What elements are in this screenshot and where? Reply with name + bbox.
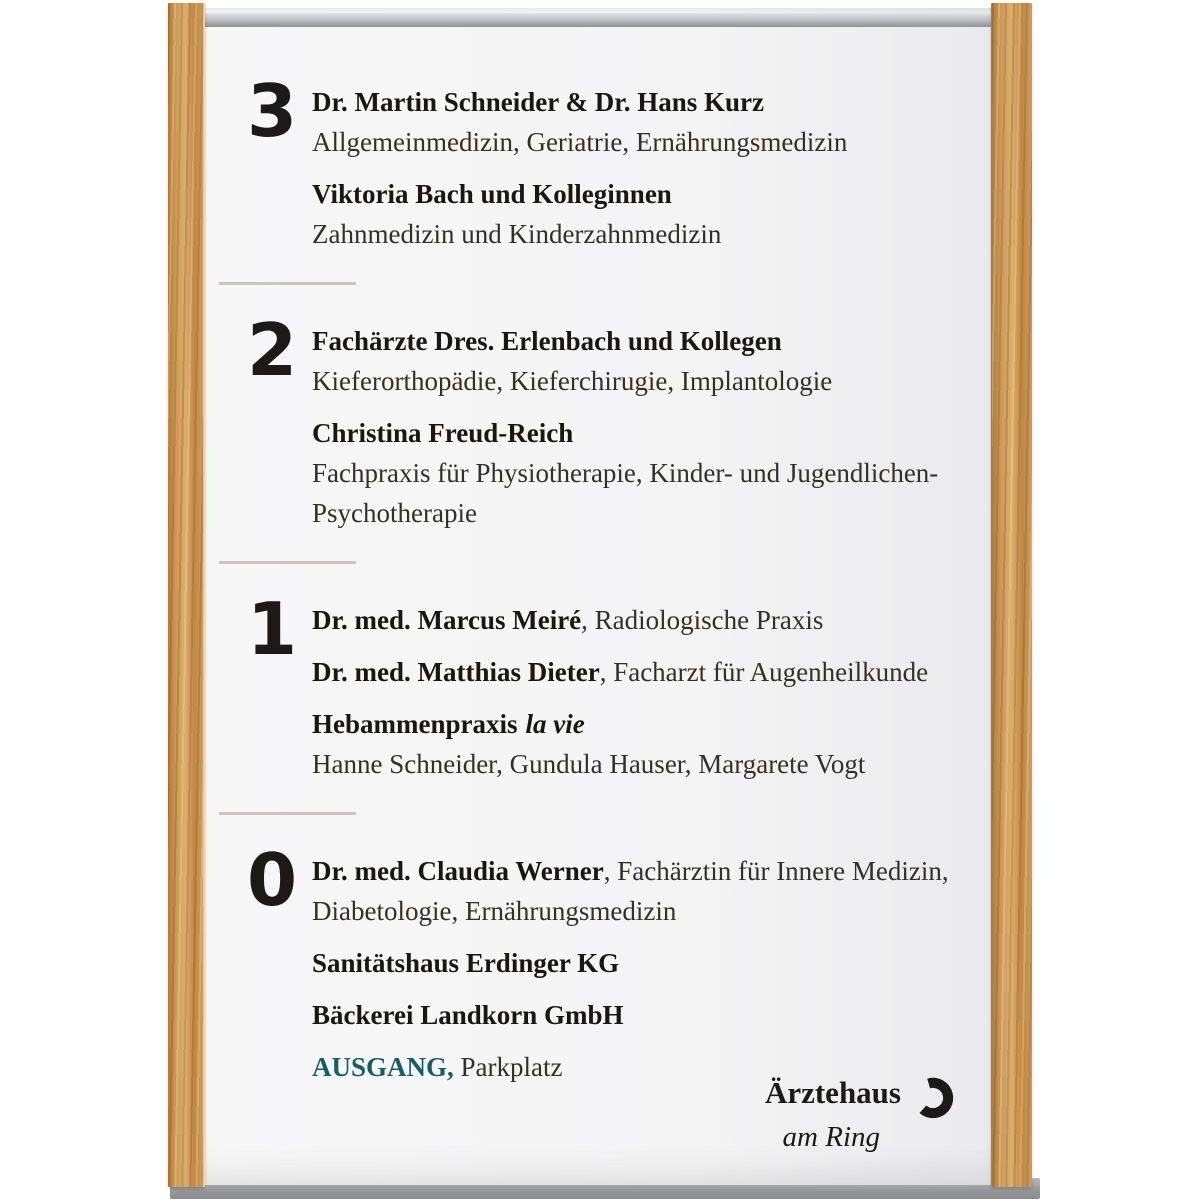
directory-entry [312, 851, 972, 931]
brand-logo [655, 1076, 955, 1152]
entry-desc: Kieferorthopädie, Kieferchirugie, Implantologie [312, 366, 833, 396]
entry-desc: , Radiologische Praxis [581, 605, 824, 635]
open-ring-arc-icon [911, 1076, 955, 1120]
floor-section-2 [205, 308, 994, 533]
entry-name: Fachärzte Dres. Erlenbach und Kollegen [312, 326, 782, 356]
entry-name: Christina Freud-Reich [312, 418, 574, 448]
entry-name: Dr. med. Marcus Meiré [312, 605, 582, 635]
entry-name: Dr. med. Claudia Werner [312, 856, 604, 886]
sign-panel [203, 8, 994, 1185]
directory-entry [312, 174, 847, 254]
entry-name-italic: la vie [525, 709, 585, 739]
directory-entry [312, 321, 972, 401]
entry-name: Hebammenpraxis [312, 709, 518, 739]
directory-entry [312, 652, 928, 692]
entry-desc: Zahnmedizin und Kinderzahnmedizin [312, 219, 722, 249]
floor-section-1 [205, 587, 994, 784]
top-rail [205, 13, 994, 27]
floor-number: 3 [247, 69, 295, 153]
directory-entry [312, 82, 847, 162]
directory-sign [168, 3, 1032, 1197]
floor-number: 0 [247, 838, 295, 922]
wood-frame-right [991, 3, 1032, 1187]
entry-name: Bäckerei Landkorn GmbH [312, 1000, 624, 1030]
wood-frame-left [168, 3, 205, 1187]
directory-entry [312, 600, 928, 640]
entry-desc: Hanne Schneider, Gundula Hauser, Margarete Vogt [312, 749, 866, 779]
floor-section-0 [205, 838, 994, 1087]
entry-desc: Fachpraxis für Physiotherapie, Kinder- und Jugendlichen-Psychotherapie [312, 458, 939, 528]
section-divider [219, 282, 356, 285]
entry-desc: Allgemeinmedizin, Geriatrie, Ernährungsmedizin [312, 127, 848, 157]
exit-label: AUSGANG, [312, 1052, 454, 1082]
directory-content [205, 69, 994, 1087]
entry-desc: , Fachärztin für Innere Medizin, Diabetologie, Ernährungsmedizin [312, 856, 949, 926]
entry-desc: Parkplatz [453, 1052, 563, 1082]
brand-name: Ärztehaus [764, 1075, 901, 1110]
entry-name: Sanitätshaus Erdinger KG [312, 948, 620, 978]
directory-entry [312, 995, 972, 1035]
section-divider [219, 561, 356, 564]
entry-name: Viktoria Bach und Kolleginnen [312, 179, 672, 209]
directory-entry [312, 943, 972, 983]
floor-number: 2 [247, 308, 295, 392]
floor-number: 1 [247, 587, 295, 671]
entry-desc: , Facharzt für Augenheilkunde [599, 657, 929, 687]
floor-section-3 [205, 69, 994, 254]
directory-entry [312, 704, 928, 784]
brand-tagline: am Ring [782, 1121, 880, 1153]
entry-name: Dr. med. Matthias Dieter [312, 657, 600, 687]
entry-name: Dr. Martin Schneider & Dr. Hans Kurz [312, 87, 764, 117]
section-divider [219, 812, 356, 815]
directory-entry [312, 413, 972, 533]
